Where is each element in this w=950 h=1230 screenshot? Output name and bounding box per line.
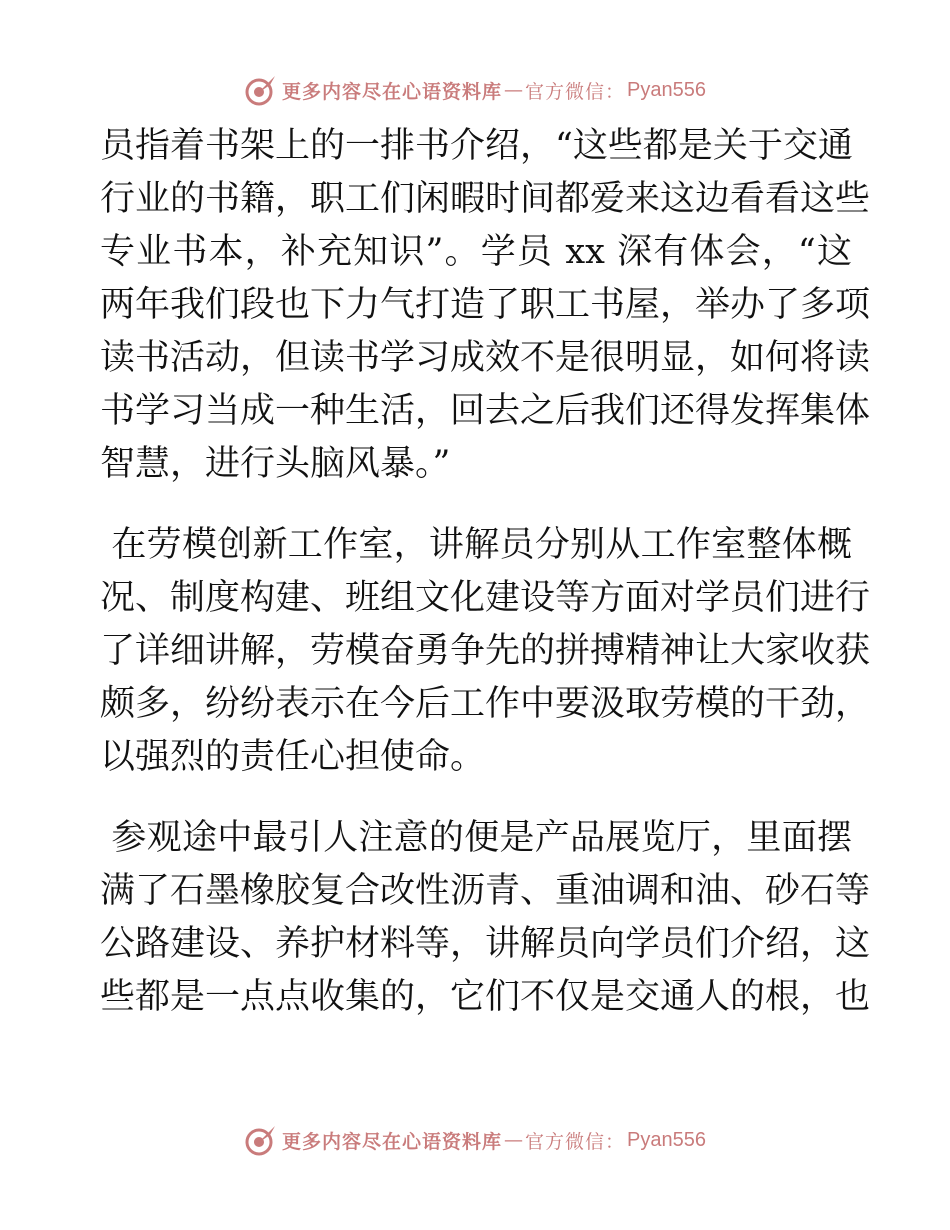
text-line: 书学习当成一种生活，回去之后我们还得发挥集体 <box>100 391 871 431</box>
text-line: 员指着书架上的一排书介绍，“这些都是关于交通 <box>100 126 853 166</box>
text-line: 两年我们段也下力气打造了职工书屋，举办了多项 <box>100 285 871 325</box>
text-line: 颇多，纷纷表示在今后工作中要汲取劳模的干劲， <box>100 684 871 724</box>
header-label-text: 官方微信： <box>525 80 626 103</box>
quill-logo-icon <box>244 73 278 107</box>
paragraph-gap <box>100 491 852 519</box>
header-wechat-id: Pyan556 <box>627 78 706 101</box>
document-body <box>100 120 871 1024</box>
footer-brand-text: 更多内容尽在心语资料库 <box>282 1130 503 1153</box>
header-brand-text: 更多内容尽在心语资料库 <box>282 80 503 103</box>
text-line: 在劳模创新工作室，讲解员分别从工作室整体概 <box>100 525 852 565</box>
quill-logo-icon <box>244 1123 278 1157</box>
header-dash: — <box>504 79 524 101</box>
footer-wechat-id: Pyan556 <box>627 1128 706 1151</box>
paragraph <box>100 519 871 784</box>
text-line: 行业的书籍，职工们闲暇时间都爱来这边看看这些 <box>100 179 871 219</box>
paragraph-gap <box>100 784 852 812</box>
text-line: 些都是一点点收集的，它们不仅是交通人的根，也 <box>100 977 871 1017</box>
footer-watermark <box>0 1120 950 1160</box>
paragraph <box>100 120 871 491</box>
header-watermark <box>0 70 950 110</box>
paragraph <box>100 812 871 1024</box>
text-line: 公路建设、养护材料等，讲解员向学员们介绍，这 <box>100 924 871 964</box>
text-line: 专业书本，补充知识”。学员 xx 深有体会，“这 <box>100 232 852 272</box>
text-line: 以强烈的责任心担使命。 <box>100 737 486 777</box>
text-line: 满了石墨橡胶复合改性沥青、重油调和油、砂石等 <box>100 871 871 911</box>
text-line: 读书活动，但读书学习成效不是很明显，如何将读 <box>100 338 871 378</box>
text-line: 智慧，进行头脑风暴。” <box>100 444 451 484</box>
footer-label-text: 官方微信： <box>525 1130 626 1153</box>
text-line: 参观途中最引人注意的便是产品展览厅，里面摆 <box>100 818 852 858</box>
footer-dash: — <box>504 1129 524 1151</box>
text-line: 况、制度构建、班组文化建设等方面对学员们进行 <box>100 578 871 618</box>
text-line: 了详细讲解，劳模奋勇争先的拼搏精神让大家收获 <box>100 631 871 671</box>
